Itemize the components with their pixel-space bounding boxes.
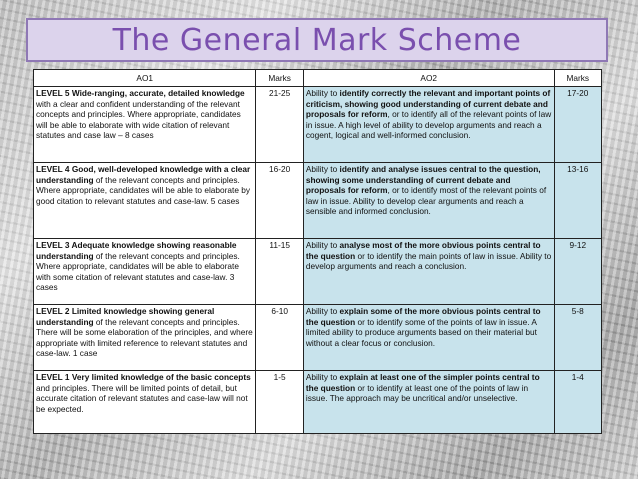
page-title: The General Mark Scheme — [112, 22, 522, 58]
ao2-marks: 13-16 — [554, 163, 601, 239]
ao2-cell — [303, 371, 554, 434]
ao1-description: and principles. There will be limited points of detail, but accurate citation of relevant statutes and case-law will not be expected. — [36, 382, 248, 414]
mark-scheme-table — [33, 69, 602, 434]
ao2-cell — [303, 305, 554, 371]
ao2-key-skill: identify and analyse issues central to the question, showing some understanding of current debate and proposals for reform — [305, 164, 541, 195]
ao1-level-heading: LEVEL 4 Good, well-developed knowledge with a clear understanding — [36, 164, 251, 185]
ao1-marks: 11-15 — [256, 239, 303, 305]
header-marks-ao1: Marks — [256, 70, 303, 87]
ao2-marks: 9-12 — [554, 239, 601, 305]
ao2-description: or to identify some of the points of law in issue. A limited ability to produce arguments based on their material but without a clear focus or conclusion. — [305, 316, 537, 348]
ao2-prefix: Ability to — [305, 306, 340, 316]
ao2-cell — [303, 163, 554, 239]
ao2-key-skill: explain some of the more obvious points central to the question — [305, 306, 541, 327]
ao2-prefix: Ability to — [305, 164, 340, 174]
ao1-marks: 6-10 — [256, 305, 303, 371]
ao1-marks: 21-25 — [256, 87, 303, 163]
ao1-level-heading: LEVEL 5 Wide-ranging, accurate, detailed knowledge — [36, 88, 245, 98]
ao1-description: of the relevant concepts and principles. There will be some elaboration of the principles, and where appropriate with limited reference to relevant statutes and case-law. 1 case — [36, 316, 253, 358]
ao2-description: or to identify at least one of the points of law in issue. The approach may be uncritical and/or unselective. — [305, 382, 529, 403]
ao1-level-heading: LEVEL 3 Adequate knowledge showing reasonable understanding — [36, 240, 237, 261]
ao1-level-heading: LEVEL 2 Limited knowledge showing general understanding — [36, 306, 215, 327]
ao1-description: with a clear and confident understanding of the relevant concepts and principles. Where appropriate, candidates will be able to elaborate with wide citation of relevant statutes and case law – 8 cases — [36, 98, 241, 140]
ao1-cell — [34, 239, 256, 305]
ao2-description: or to identify the main points of law in issue. Ability to develop arguments and reach a conclusion. — [305, 250, 552, 271]
ao2-marks: 1-4 — [554, 371, 601, 434]
ao1-marks: 16-20 — [256, 163, 303, 239]
header-ao1: AO1 — [34, 70, 256, 87]
ao2-marks: 17-20 — [554, 87, 601, 163]
ao1-description: of the relevant concepts and principles. Where appropriate, candidates will be able to elaborate with some citation of relevant statutes and case-law. 3 cases — [36, 250, 240, 292]
ao2-cell — [303, 239, 554, 305]
ao1-cell — [34, 305, 256, 371]
ao1-cell — [34, 163, 256, 239]
table-header-row — [34, 70, 602, 87]
ao1-cell — [34, 87, 256, 163]
ao2-description: , or to identify most of the relevant points of law in issue. Ability to develop clear arguments and reach a sensible and informed conclusion. — [305, 185, 547, 216]
header-ao2: AO2 — [303, 70, 554, 87]
ao2-key-skill: identify correctly the relevant and important points of criticism, showing good understanding of current debate and proposals for reform — [305, 88, 551, 119]
ao1-description: of the relevant concepts and principles. Where appropriate, candidates will be able to elaborate by good citation to relevant statutes and case-law. 5 cases — [36, 174, 251, 206]
title-banner — [26, 18, 608, 62]
ao1-marks: 1-5 — [256, 371, 303, 434]
ao2-description: , or to identify all of the relevant points of law in issue. A high level of ability to develop arguments and reach a cogent, logical and well-informed conclusion. — [305, 109, 552, 140]
ao1-cell — [34, 371, 256, 434]
ao2-prefix: Ability to — [305, 240, 340, 250]
header-marks-ao2: Marks — [554, 70, 601, 87]
ao2-prefix: Ability to — [305, 372, 340, 382]
table-row — [34, 305, 602, 371]
ao2-key-skill: analyse most of the more obvious points central to the question — [305, 240, 541, 261]
table-row — [34, 87, 602, 163]
ao2-key-skill: explain at least one of the simpler points central to the question — [305, 372, 540, 393]
table-row — [34, 371, 602, 434]
ao2-marks: 5-8 — [554, 305, 601, 371]
table-row — [34, 239, 602, 305]
ao2-cell — [303, 87, 554, 163]
table-row — [34, 163, 602, 239]
ao2-prefix: Ability to — [305, 88, 340, 98]
ao1-level-heading: LEVEL 1 Very limited knowledge of the basic concepts — [36, 372, 251, 382]
